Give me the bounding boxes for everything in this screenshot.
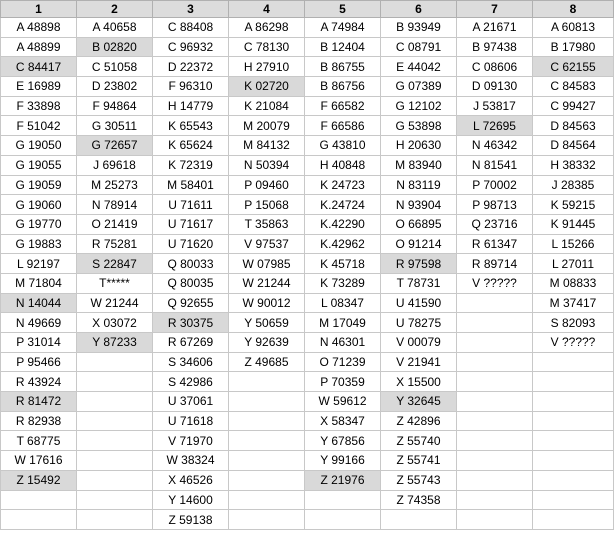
spreadsheet-cell[interactable]: H 27910 xyxy=(229,57,305,77)
spreadsheet-cell[interactable]: X 15500 xyxy=(381,372,457,392)
column-header-7[interactable]: 7 xyxy=(457,1,533,18)
spreadsheet-cell[interactable]: C 51058 xyxy=(77,57,153,77)
spreadsheet-cell[interactable]: V 21941 xyxy=(381,352,457,372)
spreadsheet-cell[interactable] xyxy=(457,392,533,412)
table-row xyxy=(1,175,614,195)
spreadsheet-cell[interactable]: K 73289 xyxy=(305,273,381,293)
spreadsheet-cell[interactable]: Q 80035 xyxy=(153,273,229,293)
spreadsheet-body xyxy=(1,18,614,530)
spreadsheet-cell[interactable]: K 59215 xyxy=(533,195,614,215)
spreadsheet-cell[interactable]: Y 50659 xyxy=(229,313,305,333)
spreadsheet-cell[interactable]: N 81541 xyxy=(457,155,533,175)
spreadsheet-cell[interactable]: C 84417 xyxy=(1,57,77,77)
spreadsheet-cell[interactable]: U 71611 xyxy=(153,195,229,215)
column-header-4[interactable]: 4 xyxy=(229,1,305,18)
spreadsheet-cell[interactable]: K.24724 xyxy=(305,195,381,215)
spreadsheet-cell[interactable] xyxy=(457,411,533,431)
spreadsheet-cell[interactable]: V ????? xyxy=(533,333,614,353)
table-row xyxy=(1,431,614,451)
spreadsheet-cell[interactable]: J 53817 xyxy=(457,96,533,116)
spreadsheet-cell[interactable]: V 97537 xyxy=(229,234,305,254)
spreadsheet-cell[interactable] xyxy=(533,352,614,372)
spreadsheet-cell[interactable] xyxy=(533,431,614,451)
spreadsheet-cell[interactable]: L 92197 xyxy=(1,254,77,274)
spreadsheet-cell[interactable]: C 88408 xyxy=(153,18,229,38)
spreadsheet-cell[interactable]: W 38324 xyxy=(153,451,229,471)
spreadsheet-cell[interactable]: Y 92639 xyxy=(229,333,305,353)
spreadsheet-cell[interactable]: H 40848 xyxy=(305,155,381,175)
spreadsheet-cell[interactable]: R 61347 xyxy=(457,234,533,254)
spreadsheet-cell[interactable] xyxy=(305,490,381,510)
spreadsheet-cell[interactable]: G 43810 xyxy=(305,136,381,156)
spreadsheet-cell[interactable]: V 71970 xyxy=(153,431,229,451)
spreadsheet-cell[interactable]: G 19770 xyxy=(1,214,77,234)
spreadsheet-cell[interactable] xyxy=(77,352,153,372)
spreadsheet-cell[interactable] xyxy=(533,411,614,431)
table-row xyxy=(1,77,614,97)
spreadsheet-cell[interactable]: B 97438 xyxy=(457,37,533,57)
spreadsheet-cell[interactable]: C 62155 xyxy=(533,57,614,77)
spreadsheet-cell[interactable]: N 46301 xyxy=(305,333,381,353)
spreadsheet-cell[interactable]: G 19059 xyxy=(1,175,77,195)
spreadsheet-cell[interactable]: S 82093 xyxy=(533,313,614,333)
spreadsheet-cell[interactable]: P 09460 xyxy=(229,175,305,195)
spreadsheet-cell[interactable]: G 19055 xyxy=(1,155,77,175)
table-row xyxy=(1,451,614,471)
spreadsheet-cell[interactable]: K.42962 xyxy=(305,234,381,254)
table-row xyxy=(1,372,614,392)
spreadsheet-cell[interactable]: X 46526 xyxy=(153,470,229,490)
spreadsheet-cell[interactable]: N 14044 xyxy=(1,293,77,313)
spreadsheet-cell[interactable]: F 66582 xyxy=(305,96,381,116)
spreadsheet-cell[interactable]: M 25273 xyxy=(77,175,153,195)
spreadsheet-cell[interactable]: X 03072 xyxy=(77,313,153,333)
spreadsheet-cell[interactable]: K 65543 xyxy=(153,116,229,136)
spreadsheet-cell[interactable] xyxy=(457,431,533,451)
spreadsheet-cell[interactable]: C 08606 xyxy=(457,57,533,77)
spreadsheet-cell[interactable] xyxy=(457,451,533,471)
spreadsheet-cell[interactable]: G 12102 xyxy=(381,96,457,116)
spreadsheet-cell[interactable]: C 99427 xyxy=(533,96,614,116)
spreadsheet-cell[interactable]: F 94864 xyxy=(77,96,153,116)
table-row xyxy=(1,273,614,293)
spreadsheet-cell[interactable] xyxy=(457,313,533,333)
spreadsheet-cell[interactable]: Q 23716 xyxy=(457,214,533,234)
spreadsheet-cell[interactable]: C 08791 xyxy=(381,37,457,57)
spreadsheet-cell[interactable]: G 72657 xyxy=(77,136,153,156)
spreadsheet-cell[interactable]: Y 67856 xyxy=(305,431,381,451)
spreadsheet-cell[interactable]: N 50394 xyxy=(229,155,305,175)
spreadsheet-cell[interactable]: D 84564 xyxy=(533,136,614,156)
spreadsheet-cell[interactable]: U 71617 xyxy=(153,214,229,234)
spreadsheet-cell[interactable]: P 31014 xyxy=(1,333,77,353)
table-row xyxy=(1,195,614,215)
table-row xyxy=(1,214,614,234)
spreadsheet-cell[interactable]: Z 55740 xyxy=(381,431,457,451)
spreadsheet-cell[interactable]: K 21084 xyxy=(229,96,305,116)
spreadsheet-cell[interactable]: O 91214 xyxy=(381,234,457,254)
spreadsheet-cell[interactable]: W 07985 xyxy=(229,254,305,274)
spreadsheet-cell[interactable] xyxy=(533,470,614,490)
spreadsheet-cell[interactable]: V ????? xyxy=(457,273,533,293)
spreadsheet-cell[interactable]: T 68775 xyxy=(1,431,77,451)
spreadsheet-cell[interactable]: N 83119 xyxy=(381,175,457,195)
spreadsheet-cell[interactable]: Q 92655 xyxy=(153,293,229,313)
spreadsheet-cell[interactable]: M 83940 xyxy=(381,155,457,175)
spreadsheet-cell[interactable]: G 30511 xyxy=(77,116,153,136)
spreadsheet-cell[interactable]: N 49669 xyxy=(1,313,77,333)
spreadsheet-cell[interactable]: U 71620 xyxy=(153,234,229,254)
spreadsheet-cell[interactable]: Z 74358 xyxy=(381,490,457,510)
spreadsheet-cell[interactable]: G 19883 xyxy=(1,234,77,254)
spreadsheet-cell[interactable]: L 72695 xyxy=(457,116,533,136)
spreadsheet-cell[interactable]: R 82938 xyxy=(1,411,77,431)
spreadsheet-cell[interactable] xyxy=(457,333,533,353)
spreadsheet-cell[interactable]: R 30375 xyxy=(153,313,229,333)
spreadsheet-cell[interactable]: G 19050 xyxy=(1,136,77,156)
spreadsheet-cell[interactable] xyxy=(229,372,305,392)
spreadsheet-cell[interactable]: F 66586 xyxy=(305,116,381,136)
spreadsheet-cell[interactable] xyxy=(229,451,305,471)
table-row xyxy=(1,234,614,254)
table-row xyxy=(1,37,614,57)
spreadsheet-cell[interactable]: P 98713 xyxy=(457,195,533,215)
table-row xyxy=(1,392,614,412)
table-row xyxy=(1,96,614,116)
spreadsheet-cell[interactable]: R 75281 xyxy=(77,234,153,254)
table-row xyxy=(1,116,614,136)
spreadsheet-cell[interactable]: Y 87233 xyxy=(77,333,153,353)
spreadsheet-cell[interactable]: L 27011 xyxy=(533,254,614,274)
table-row xyxy=(1,333,614,353)
spreadsheet-cell[interactable]: N 93904 xyxy=(381,195,457,215)
spreadsheet-cell[interactable] xyxy=(533,510,614,530)
spreadsheet-cell[interactable]: H 20630 xyxy=(381,136,457,156)
spreadsheet-cell[interactable]: L 08347 xyxy=(305,293,381,313)
spreadsheet-cell[interactable]: K 72319 xyxy=(153,155,229,175)
spreadsheet-cell[interactable] xyxy=(77,411,153,431)
spreadsheet-cell[interactable] xyxy=(457,510,533,530)
spreadsheet-cell[interactable] xyxy=(77,470,153,490)
table-row xyxy=(1,411,614,431)
spreadsheet-cell[interactable]: M 20079 xyxy=(229,116,305,136)
table-row xyxy=(1,313,614,333)
spreadsheet-cell[interactable]: F 96310 xyxy=(153,77,229,97)
spreadsheet-cell[interactable]: O 21419 xyxy=(77,214,153,234)
spreadsheet-cell[interactable]: Y 99166 xyxy=(305,451,381,471)
spreadsheet-cell[interactable]: R 89714 xyxy=(457,254,533,274)
spreadsheet-cell[interactable]: K.42290 xyxy=(305,214,381,234)
spreadsheet-cell[interactable] xyxy=(457,490,533,510)
spreadsheet-cell[interactable]: C 84583 xyxy=(533,77,614,97)
spreadsheet-cell[interactable]: Z 59138 xyxy=(153,510,229,530)
spreadsheet-cell[interactable]: T 35863 xyxy=(229,214,305,234)
spreadsheet-cell[interactable]: E 44042 xyxy=(381,57,457,77)
table-row xyxy=(1,352,614,372)
spreadsheet-cell[interactable]: M 17049 xyxy=(305,313,381,333)
spreadsheet-cell[interactable]: B 93949 xyxy=(381,18,457,38)
spreadsheet-cell[interactable]: C 78130 xyxy=(229,37,305,57)
spreadsheet-cell[interactable]: U 41590 xyxy=(381,293,457,313)
spreadsheet-cell[interactable]: A 48898 xyxy=(1,18,77,38)
table-row xyxy=(1,254,614,274)
spreadsheet-cell[interactable]: X 58347 xyxy=(305,411,381,431)
spreadsheet-cell[interactable] xyxy=(77,451,153,471)
spreadsheet-cell[interactable]: U 78275 xyxy=(381,313,457,333)
spreadsheet-cell[interactable]: O 71239 xyxy=(305,352,381,372)
spreadsheet-cell[interactable]: W 59612 xyxy=(305,392,381,412)
spreadsheet-cell[interactable]: Y 32645 xyxy=(381,392,457,412)
spreadsheet-cell[interactable] xyxy=(77,490,153,510)
spreadsheet-cell[interactable]: M 71804 xyxy=(1,273,77,293)
spreadsheet-cell[interactable]: E 16989 xyxy=(1,77,77,97)
spreadsheet-cell[interactable]: A 74984 xyxy=(305,18,381,38)
spreadsheet-cell[interactable]: F 51042 xyxy=(1,116,77,136)
spreadsheet-cell[interactable]: N 46342 xyxy=(457,136,533,156)
spreadsheet-cell[interactable]: Z 55741 xyxy=(381,451,457,471)
spreadsheet-cell[interactable]: R 81472 xyxy=(1,392,77,412)
spreadsheet-cell[interactable]: D 84563 xyxy=(533,116,614,136)
spreadsheet-cell[interactable]: U 37061 xyxy=(153,392,229,412)
column-header-2[interactable]: 2 xyxy=(77,1,153,18)
spreadsheet-cell[interactable]: L 15266 xyxy=(533,234,614,254)
spreadsheet-cell[interactable] xyxy=(1,490,77,510)
spreadsheet-cell[interactable] xyxy=(229,490,305,510)
spreadsheet-cell[interactable]: G 19060 xyxy=(1,195,77,215)
spreadsheet-cell[interactable]: T 78731 xyxy=(381,273,457,293)
spreadsheet-cell[interactable] xyxy=(533,451,614,471)
spreadsheet-cell[interactable]: A 86298 xyxy=(229,18,305,38)
spreadsheet-cell[interactable] xyxy=(457,352,533,372)
spreadsheet-cell[interactable] xyxy=(1,510,77,530)
spreadsheet-cell[interactable]: A 40658 xyxy=(77,18,153,38)
spreadsheet-cell[interactable]: S 34606 xyxy=(153,352,229,372)
spreadsheet-cell[interactable] xyxy=(305,510,381,530)
spreadsheet-cell[interactable]: K 24723 xyxy=(305,175,381,195)
spreadsheet-cell[interactable]: Z 15492 xyxy=(1,470,77,490)
column-header-6[interactable]: 6 xyxy=(381,1,457,18)
spreadsheet-cell[interactable]: U 71618 xyxy=(153,411,229,431)
spreadsheet-cell[interactable]: A 21671 xyxy=(457,18,533,38)
spreadsheet-cell[interactable]: J 28385 xyxy=(533,175,614,195)
spreadsheet-cell[interactable]: Z 55743 xyxy=(381,470,457,490)
table-row xyxy=(1,57,614,77)
spreadsheet-cell[interactable]: B 12404 xyxy=(305,37,381,57)
spreadsheet-cell[interactable]: H 14779 xyxy=(153,96,229,116)
spreadsheet-cell[interactable]: Z 49685 xyxy=(229,352,305,372)
spreadsheet-cell[interactable] xyxy=(229,431,305,451)
spreadsheet-cell[interactable] xyxy=(77,392,153,412)
spreadsheet-cell[interactable]: O 66895 xyxy=(381,214,457,234)
spreadsheet-cell[interactable]: V 00079 xyxy=(381,333,457,353)
spreadsheet-cell[interactable] xyxy=(533,490,614,510)
spreadsheet-cell[interactable] xyxy=(533,372,614,392)
spreadsheet-cell[interactable]: S 22847 xyxy=(77,254,153,274)
spreadsheet-cell[interactable]: H 38332 xyxy=(533,155,614,175)
spreadsheet-cell[interactable] xyxy=(533,392,614,412)
spreadsheet-cell[interactable]: Y 14600 xyxy=(153,490,229,510)
spreadsheet-cell[interactable]: T***** xyxy=(77,273,153,293)
spreadsheet-cell[interactable]: N 78914 xyxy=(77,195,153,215)
spreadsheet-cell[interactable]: M 84132 xyxy=(229,136,305,156)
spreadsheet-cell[interactable]: K 02720 xyxy=(229,77,305,97)
spreadsheet-cell[interactable]: P 70002 xyxy=(457,175,533,195)
table-row xyxy=(1,18,614,38)
spreadsheet-cell[interactable] xyxy=(77,372,153,392)
table-row xyxy=(1,136,614,156)
spreadsheet-cell[interactable] xyxy=(229,510,305,530)
spreadsheet-cell[interactable]: R 43924 xyxy=(1,372,77,392)
table-row xyxy=(1,490,614,510)
spreadsheet-cell[interactable] xyxy=(77,510,153,530)
spreadsheet-cell[interactable]: P 95466 xyxy=(1,352,77,372)
spreadsheet-cell[interactable]: S 42986 xyxy=(153,372,229,392)
spreadsheet-cell[interactable]: R 97598 xyxy=(381,254,457,274)
spreadsheet-cell[interactable]: P 15068 xyxy=(229,195,305,215)
spreadsheet-cell[interactable]: D 22372 xyxy=(153,57,229,77)
spreadsheet-cell[interactable]: G 53898 xyxy=(381,116,457,136)
column-header-row xyxy=(1,1,614,18)
spreadsheet-cell[interactable]: B 86755 xyxy=(305,57,381,77)
spreadsheet-cell[interactable] xyxy=(229,470,305,490)
spreadsheet-cell[interactable]: M 37417 xyxy=(533,293,614,313)
spreadsheet-cell[interactable]: D 23802 xyxy=(77,77,153,97)
spreadsheet-cell[interactable] xyxy=(229,411,305,431)
spreadsheet-cell[interactable]: K 45718 xyxy=(305,254,381,274)
spreadsheet-cell[interactable] xyxy=(457,470,533,490)
column-header-5[interactable]: 5 xyxy=(305,1,381,18)
spreadsheet-cell[interactable]: C 96932 xyxy=(153,37,229,57)
spreadsheet-cell[interactable]: B 02820 xyxy=(77,37,153,57)
spreadsheet-cell[interactable]: A 60813 xyxy=(533,18,614,38)
spreadsheet-cell[interactable] xyxy=(457,372,533,392)
spreadsheet-cell[interactable]: K 65624 xyxy=(153,136,229,156)
spreadsheet-cell[interactable] xyxy=(457,293,533,313)
column-header-1[interactable]: 1 xyxy=(1,1,77,18)
spreadsheet-cell[interactable]: W 21244 xyxy=(77,293,153,313)
spreadsheet-cell[interactable]: W 21244 xyxy=(229,273,305,293)
spreadsheet-cell[interactable]: D 09130 xyxy=(457,77,533,97)
spreadsheet-cell[interactable]: B 86756 xyxy=(305,77,381,97)
spreadsheet-cell[interactable] xyxy=(229,392,305,412)
spreadsheet-cell[interactable]: P 70359 xyxy=(305,372,381,392)
spreadsheet-cell[interactable]: K 91445 xyxy=(533,214,614,234)
spreadsheet-cell[interactable]: Q 80033 xyxy=(153,254,229,274)
spreadsheet-cell[interactable]: G 07389 xyxy=(381,77,457,97)
spreadsheet-cell[interactable]: A 48899 xyxy=(1,37,77,57)
table-row xyxy=(1,293,614,313)
spreadsheet-cell[interactable]: B 17980 xyxy=(533,37,614,57)
column-header-8[interactable]: 8 xyxy=(533,1,614,18)
spreadsheet-cell[interactable]: W 90012 xyxy=(229,293,305,313)
spreadsheet-cell[interactable]: F 33898 xyxy=(1,96,77,116)
spreadsheet-cell[interactable] xyxy=(77,431,153,451)
spreadsheet-cell[interactable]: R 67269 xyxy=(153,333,229,353)
column-header-3[interactable]: 3 xyxy=(153,1,229,18)
spreadsheet-cell[interactable]: Z 42896 xyxy=(381,411,457,431)
spreadsheet-cell[interactable] xyxy=(381,510,457,530)
table-row xyxy=(1,470,614,490)
spreadsheet-cell[interactable]: M 08833 xyxy=(533,273,614,293)
spreadsheet-cell[interactable]: W 17616 xyxy=(1,451,77,471)
table-row xyxy=(1,155,614,175)
spreadsheet-cell[interactable]: M 58401 xyxy=(153,175,229,195)
spreadsheet-cell[interactable]: Z 21976 xyxy=(305,470,381,490)
spreadsheet-cell[interactable]: J 69618 xyxy=(77,155,153,175)
table-row xyxy=(1,510,614,530)
